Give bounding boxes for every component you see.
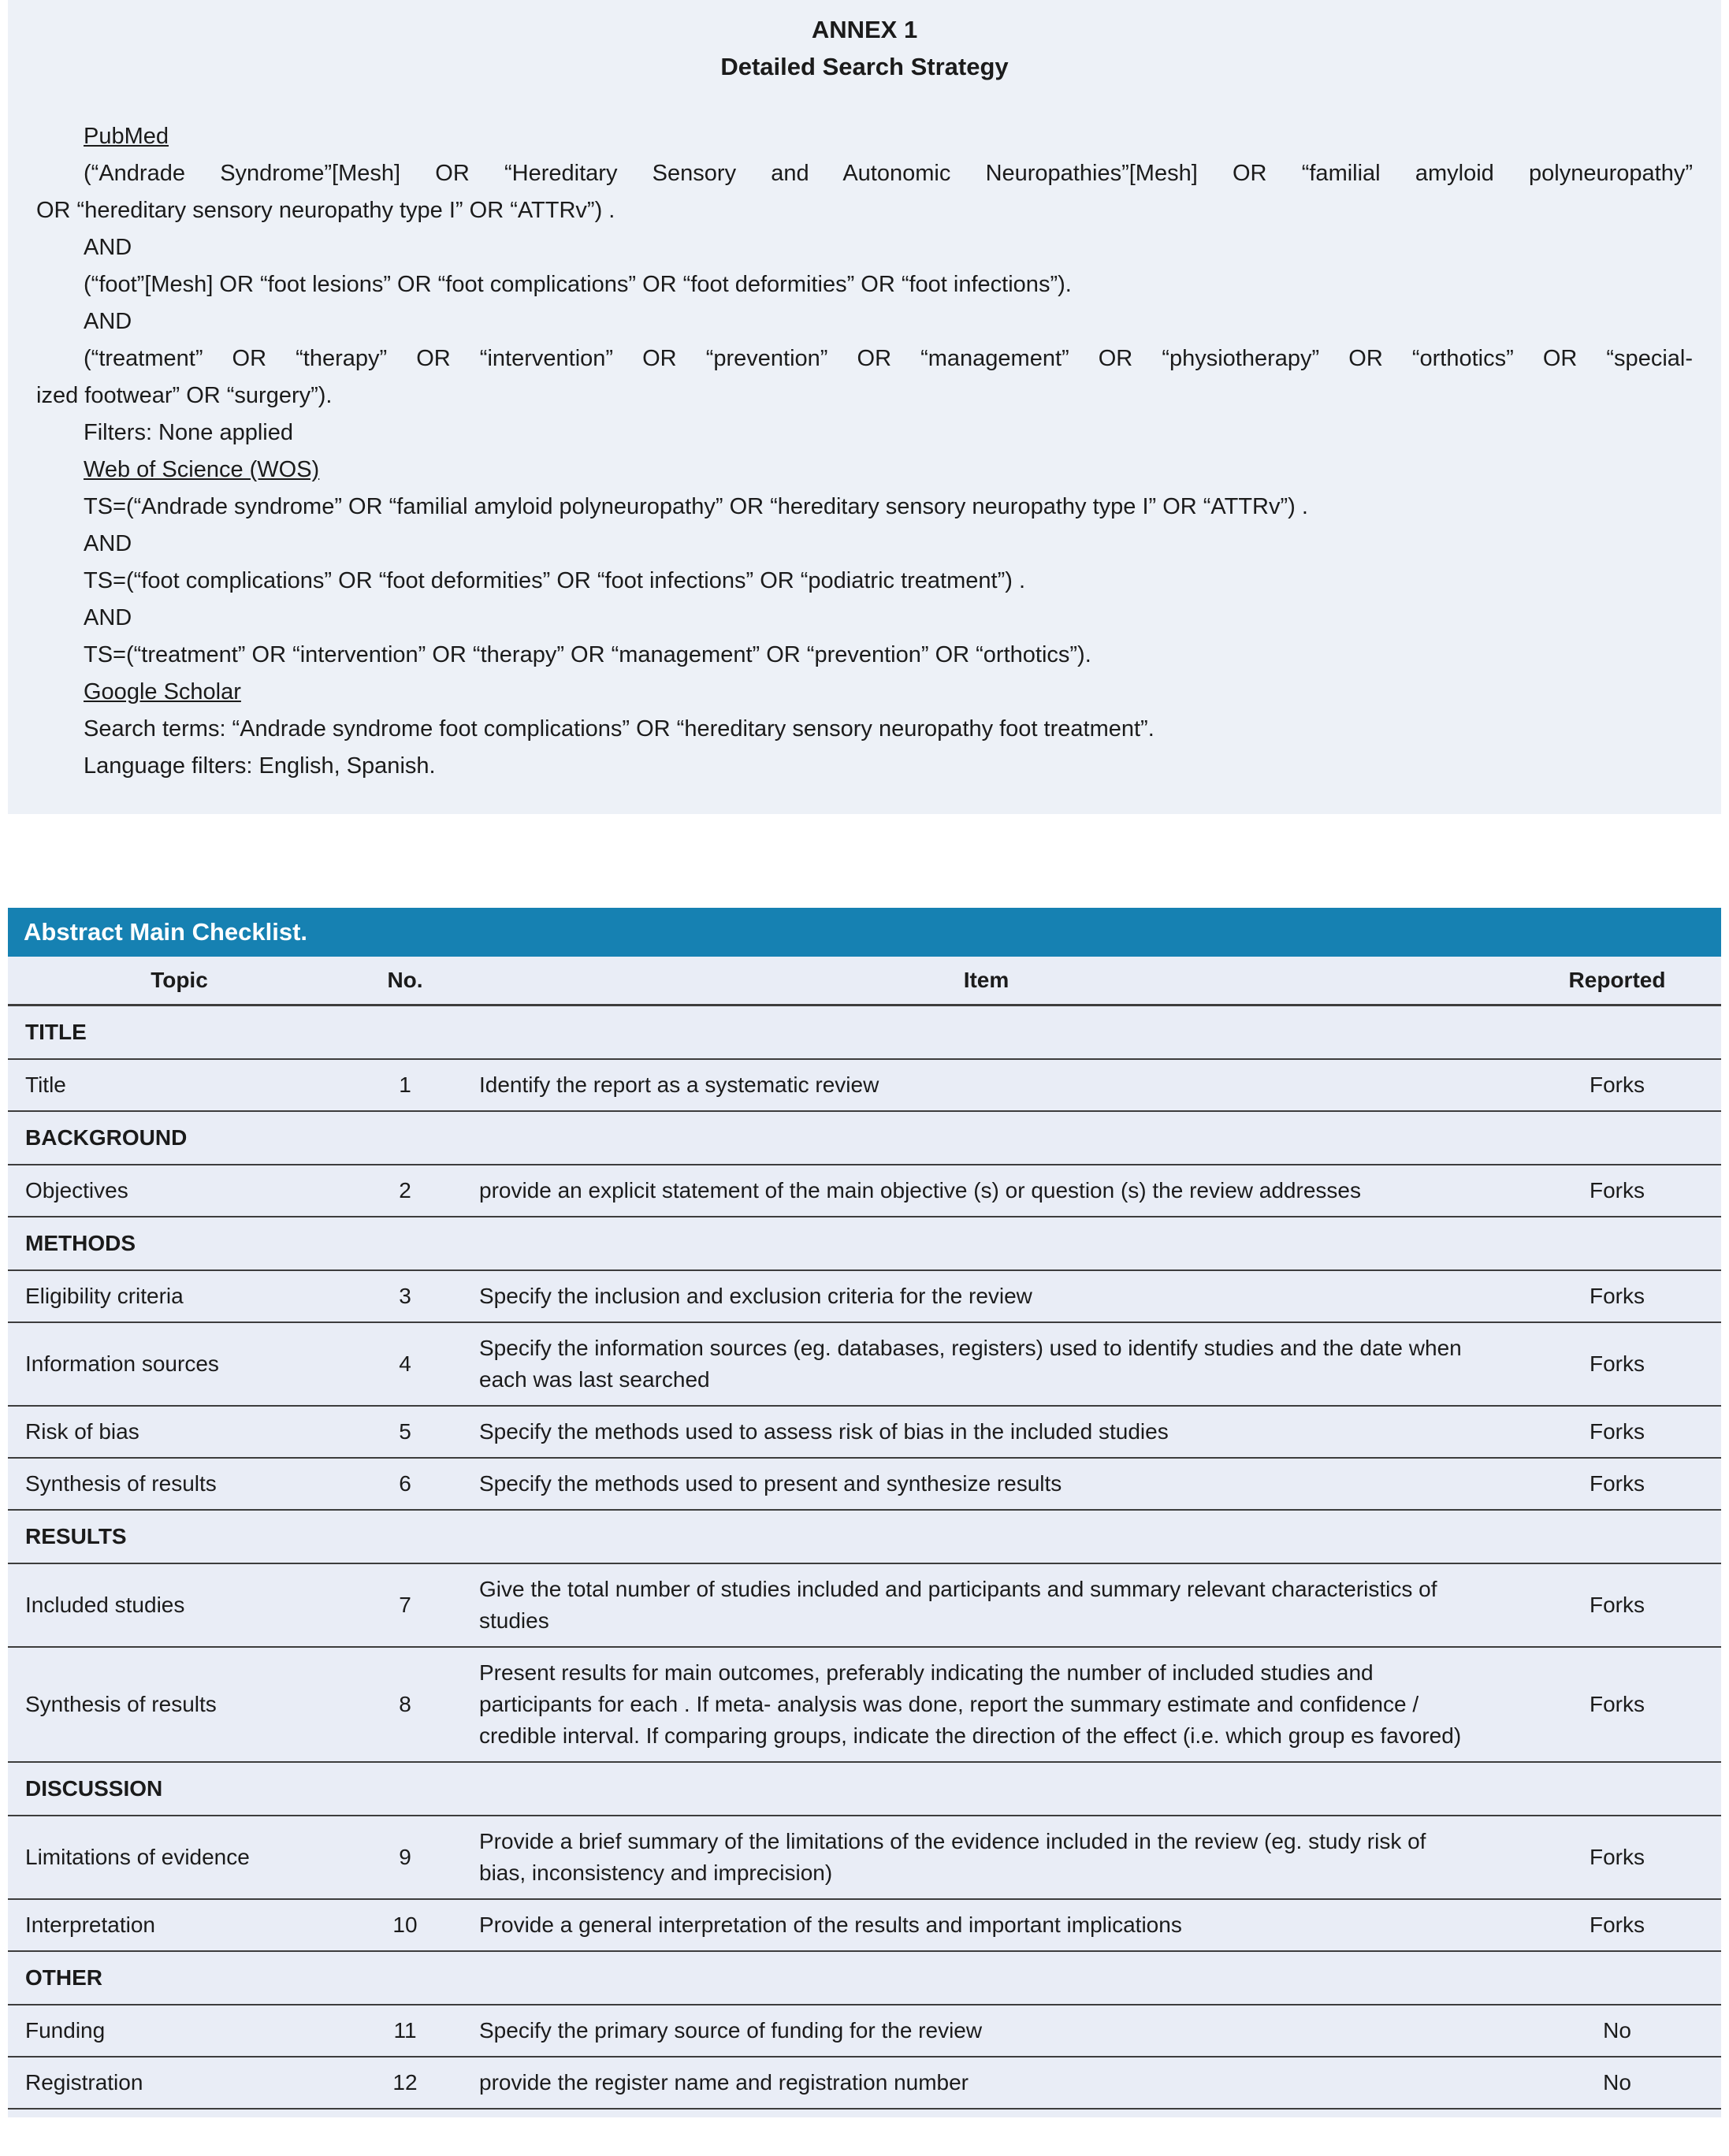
search-strategy-line: AND — [84, 309, 132, 334]
search-strategy-line: (“foot”[Mesh] OR “foot lesions” OR “foot complications” OR “foot deformities” OR “foot infections”). — [84, 272, 1072, 297]
section-label: BACKGROUND — [8, 1111, 1721, 1165]
table-row — [8, 1406, 1721, 1458]
cell-no: 7 — [351, 1563, 459, 1647]
table-header-row — [8, 957, 1721, 1006]
table-section-row — [8, 1762, 1721, 1816]
cell-item: Give the total number of studies included and participants and summary relevant characteristics of studies — [459, 1563, 1513, 1647]
table-section-row — [8, 1006, 1721, 1060]
cell-topic: Synthesis of results — [8, 1458, 351, 1510]
cell-item: Specify the methods used to assess risk of bias in the included studies — [459, 1406, 1513, 1458]
cell-reported: Forks — [1513, 1270, 1721, 1322]
table-row — [8, 1270, 1721, 1322]
search-strategy-line: AND — [84, 605, 132, 630]
search-strategy-line: TS=(“foot complications” OR “foot deformities” OR “foot infections” OR “podiatric treatment”) . — [84, 568, 1026, 593]
search-strategy-line: Language filters: English, Spanish. — [84, 753, 436, 779]
cell-reported: Forks — [1513, 1899, 1721, 1951]
cell-topic: Included studies — [8, 1563, 351, 1647]
cell-item: Specify the information sources (eg. databases, registers) used to identify studies and the date when each was last searched — [459, 1322, 1513, 1406]
search-strategy-line: AND — [84, 531, 132, 556]
cell-reported: No — [1513, 2057, 1721, 2109]
cell-topic: Objectives — [8, 1165, 351, 1217]
cell-no: 4 — [351, 1322, 459, 1406]
search-strategy-line: (“Andrade Syndrome”[Mesh] OR “Hereditary Sensory and Autonomic Neuropathies”[Mesh] OR “familial amyloid polyneuropathy” — [84, 161, 1693, 186]
section-label: TITLE — [8, 1006, 1721, 1060]
table-row — [8, 1322, 1721, 1406]
annex-title: ANNEX 1 — [811, 16, 918, 43]
cell-reported: Forks — [1513, 1647, 1721, 1762]
cell-no: 2 — [351, 1165, 459, 1217]
search-strategy-line: OR “hereditary sensory neuropathy type I” OR “ATTRv”) . — [36, 198, 615, 223]
cell-topic: Title — [8, 1059, 351, 1111]
cell-no: 8 — [351, 1647, 459, 1762]
cell-no: 12 — [351, 2057, 459, 2109]
table-row — [8, 1816, 1721, 1899]
cell-reported: Forks — [1513, 1059, 1721, 1111]
table-row — [8, 1563, 1721, 1647]
cell-topic: Information sources — [8, 1322, 351, 1406]
table-row — [8, 1647, 1721, 1762]
column-header-topic: Topic — [8, 957, 351, 1006]
search-strategy-line: PubMed — [84, 124, 169, 149]
table-caption: Abstract Main Checklist. — [8, 908, 1721, 957]
search-strategy-line: Google Scholar — [84, 679, 241, 704]
cell-reported: Forks — [1513, 1458, 1721, 1510]
cell-no: 1 — [351, 1059, 459, 1111]
table-section-row — [8, 1951, 1721, 2005]
checklist-table — [8, 957, 1721, 2110]
cell-topic: Registration — [8, 2057, 351, 2109]
section-label: RESULTS — [8, 1510, 1721, 1563]
cell-item: Specify the inclusion and exclusion criteria for the review — [459, 1270, 1513, 1322]
cell-no: 3 — [351, 1270, 459, 1322]
cell-topic: Synthesis of results — [8, 1647, 351, 1762]
cell-item: Specify the methods used to present and synthesize results — [459, 1458, 1513, 1510]
search-strategy-line: Filters: None applied — [84, 420, 293, 445]
table-cutoff-row — [8, 2110, 1721, 2117]
table-row — [8, 1899, 1721, 1951]
cell-topic: Limitations of evidence — [8, 1816, 351, 1899]
table-row — [8, 1165, 1721, 1217]
search-strategy-line: Search terms: “Andrade syndrome foot complications” OR “hereditary sensory neuropathy foot treatment”. — [84, 716, 1155, 742]
cell-topic: Eligibility criteria — [8, 1270, 351, 1322]
cell-item: Provide a brief summary of the limitations of the evidence included in the review (eg. study risk of bias, inconsistency and imprecision) — [459, 1816, 1513, 1899]
table-section-row — [8, 1111, 1721, 1165]
table-row — [8, 1458, 1721, 1510]
cell-no: 11 — [351, 2005, 459, 2057]
column-header-reported: Reported — [1513, 957, 1721, 1006]
search-strategy-line: TS=(“treatment” OR “intervention” OR “therapy” OR “management” OR “prevention” OR “orthotics”). — [84, 642, 1091, 667]
table-row — [8, 2005, 1721, 2057]
cell-item: Provide a general interpretation of the results and important implications — [459, 1899, 1513, 1951]
cell-topic: Interpretation — [8, 1899, 351, 1951]
cell-no: 5 — [351, 1406, 459, 1458]
table-row — [8, 2057, 1721, 2109]
column-header-no: No. — [351, 957, 459, 1006]
cell-item: provide the register name and registration number — [459, 2057, 1513, 2109]
search-strategy-panel — [8, 0, 1721, 814]
section-label: DISCUSSION — [8, 1762, 1721, 1816]
cell-item: provide an explicit statement of the main objective (s) or question (s) the review addresses — [459, 1165, 1513, 1217]
search-strategy-line: (“treatment” OR “therapy” OR “intervention” OR “prevention” OR “management” OR “physiotherapy” OR “orthotics” OR “special- — [84, 346, 1693, 371]
search-strategy-line: ized footwear” OR “surgery”). — [36, 383, 333, 408]
cell-item: Present results for main outcomes, preferably indicating the number of included studies and participants for each . If meta- analysis was done, report the summary estimate and confidence / credible interval. If comparing groups, indicate the direction of the effect (i.e. which group es favored) — [459, 1647, 1513, 1762]
cell-topic: Risk of bias — [8, 1406, 351, 1458]
cell-reported: Forks — [1513, 1406, 1721, 1458]
section-label: OTHER — [8, 1951, 1721, 2005]
cell-reported: Forks — [1513, 1816, 1721, 1899]
table-section-row — [8, 1217, 1721, 1270]
column-header-item: Item — [459, 957, 1513, 1006]
table-section-row — [8, 1510, 1721, 1563]
cell-reported: No — [1513, 2005, 1721, 2057]
search-strategy-line: Web of Science (WOS) — [84, 457, 320, 482]
cell-item: Identify the report as a systematic review — [459, 1059, 1513, 1111]
cell-reported: Forks — [1513, 1322, 1721, 1406]
cell-no: 6 — [351, 1458, 459, 1510]
checklist-table-section — [8, 908, 1721, 2117]
annex-subtitle: Detailed Search Strategy — [720, 53, 1009, 80]
cell-topic: Funding — [8, 2005, 351, 2057]
section-label: METHODS — [8, 1217, 1721, 1270]
search-strategy-line: TS=(“Andrade syndrome” OR “familial amyloid polyneuropathy” OR “hereditary sensory neuropathy type I” OR “ATTRv”) . — [84, 494, 1308, 519]
cell-item: Specify the primary source of funding for the review — [459, 2005, 1513, 2057]
cell-no: 9 — [351, 1816, 459, 1899]
cell-reported: Forks — [1513, 1165, 1721, 1217]
table-row — [8, 1059, 1721, 1111]
search-strategy-text — [8, 118, 1721, 785]
cell-reported: Forks — [1513, 1563, 1721, 1647]
search-strategy-line: AND — [84, 235, 132, 260]
cell-no: 10 — [351, 1899, 459, 1951]
